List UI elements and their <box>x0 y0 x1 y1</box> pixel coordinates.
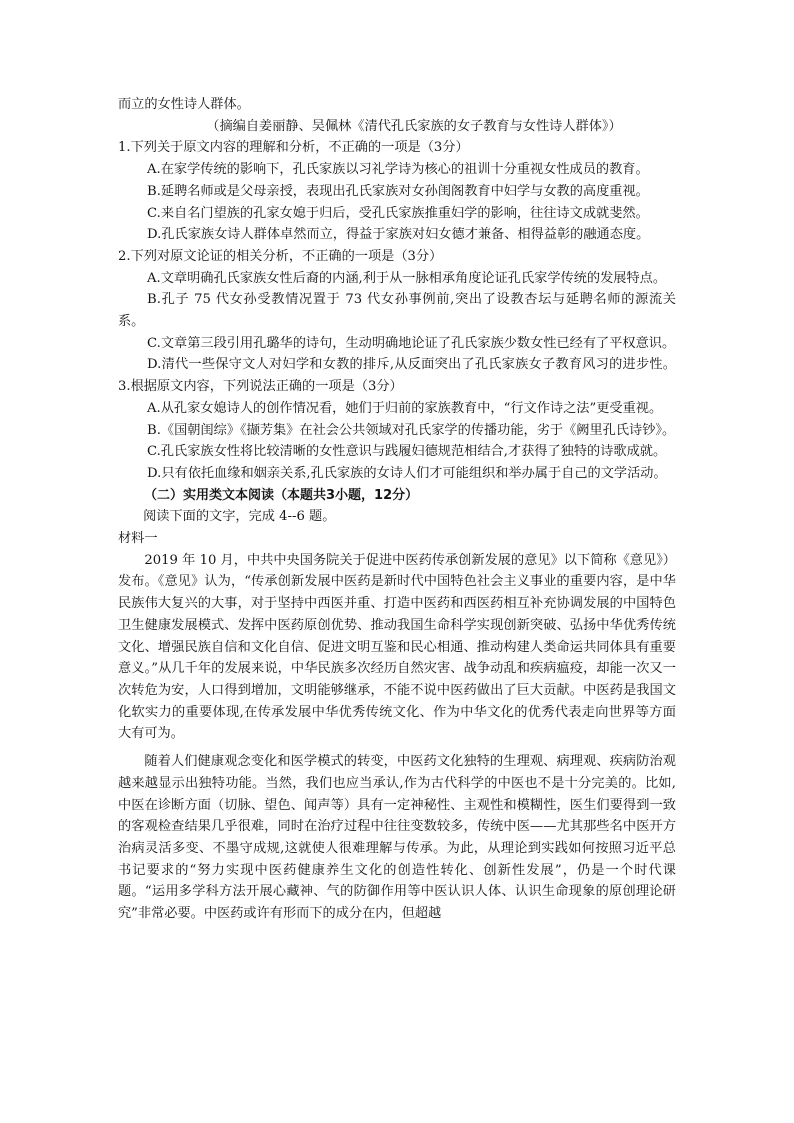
question-2-stem: 2.下列对原文论证的相关分析，不正确的一项是（3分） <box>118 248 443 264</box>
source-citation: （摘编自姜丽静、吴佩林《清代孔氏家族的女子教育与女性诗人群体》） <box>206 118 622 134</box>
body-paragraph-2: 随着人们健康观念变化和医学模式的转变，中医药文化独特的生理观、病理观、疾病防治观越来越显示出独特功能。当然，我们也应当承认,作为古代科学的中医也不是十分完美的。比如,中医在诊断方面（切脉、望色、闻声等）具有一定神秘性、主观性和模糊性，医生们要得到一致的客观检查结果几乎很难，同时在治疗过程中往往变数较多，传统中医——尤其那些名中医开方治病灵活多变、不墨守成规,这就使人很难理解与传承。为此，从理论到实践如何按照习近平总书记要求的“努力实现中医药健康养生文化的创造性转化、创新性发展”，仍是一个时代课题。“运用多学科方法开展心藏神、气的防御作用等中医认识人体、认识生命现象的原创理论研究”非常必要。中医药或许有形而下的成分在内，但超越 <box>118 754 676 922</box>
question-1-option-a: A.在家学传统的影响下，孔氏家族以习礼学诗为核心的祖训十分重视女性成员的教育。 <box>147 162 649 178</box>
question-1-stem: 1.下列关于原文内容的理解和分析，不正确的一项是（3分） <box>118 140 469 156</box>
question-3-option-c: C.孔氏家族女性将比较清晰的女性意识与践履妇德规范相结合,才获得了独特的诗歌成就。 <box>147 444 667 460</box>
body-paragraph-1: 2019 年 10 月，中共中央国务院关于促进中医药传承创新发展的意见》以下简称《意见》）发布。《意见》认为，“传承创新发展中医药是新时代中国特色社会主义事业的重要内容，是中华民族伟大复兴的大事，对于坚持中西医并重、打造中医药和西医药相互补充协调发展的中国特色卫生健康发展模式、发挥中医药原创优势、推动我国生命科学实现创新突破、弘扬中华优秀传统文化、增强民族自信和文化自信、促进文明互鉴和民心相通、推动构建人类命运共同体具有重要意义。”从几千年的发展来说，中华民族多次经历自然灾害、战争动乱和疾病瘟疫，却能一次又一次转危为安，人口得到增加，文明能够继承，不能不说中医药做出了巨大贡献。中医药是我国文化软实力的重要体现,在传承发展中华优秀传统文化、作为中华文化的优秀代表走向世界等方面大有可为。 <box>118 552 676 742</box>
question-3-option-b: B.《国朝闺综》《撷芳集》在社会公共领域对孔氏家学的传播功能，劣于《阙里孔氏诗钞》。 <box>147 422 676 438</box>
section-heading: （二）实用类文本阅读（本题共3小题，12分） <box>144 487 419 503</box>
question-3-option-a: A.从孔家女媳诗人的创作情况看，她们于归前的家族教育中，“行文作诗之法”更受重视。 <box>147 400 663 416</box>
question-2-option-b: B.孔子 75 代女孙受教情况置于 73 代女孙事例前,突出了设教杏坛与延聘名师的源流关系。 <box>118 292 676 330</box>
material-label: 材料一 <box>118 531 158 547</box>
question-2-option-d: D.清代一些保守文人对妇学和女教的排斥,从反面突出了孔氏家族女子教育风习的进步性。3.根据原文内容，下列说法正确的一项是（3分） <box>118 357 676 395</box>
reading-instruction: 阅读下面的文字，完成 4--6 题。 <box>143 509 336 525</box>
question-1-option-b: B.延聘名师或是父母亲授，表现出孔氏家族对女孙闺阁教育中妇学与女教的高度重视。 <box>147 183 649 199</box>
question-3-option-d: D.只有依托血缘和姻亲关系,孔氏家族的女诗人们才可能组织和举办属于自己的文学活动。 <box>147 465 667 481</box>
document-page <box>118 94 676 925</box>
question-2-option-a: A.文章明确孔氏家族女性后裔的内涵,利于从一脉相承角度论证孔氏家学传统的发展特点。 <box>147 270 667 286</box>
question-2-option-c: C.文章第三段引用孔璐华的诗句，生动明确地论证了孔氏家族少数女性已经有了平权意识。 <box>147 335 676 351</box>
question-1-option-d: D.孔氏家族女诗人群体卓然而立，得益于家族对妇女德才兼备、相得益彰的融通态度。 <box>147 227 650 243</box>
question-1-option-c: C.来自名门望族的孔家女媳于归后，受孔氏家族推重妇学的影响，往往诗文成就斐然。 <box>147 205 649 221</box>
continuation-line: 而立的女性诗人群体。 <box>118 97 250 112</box>
